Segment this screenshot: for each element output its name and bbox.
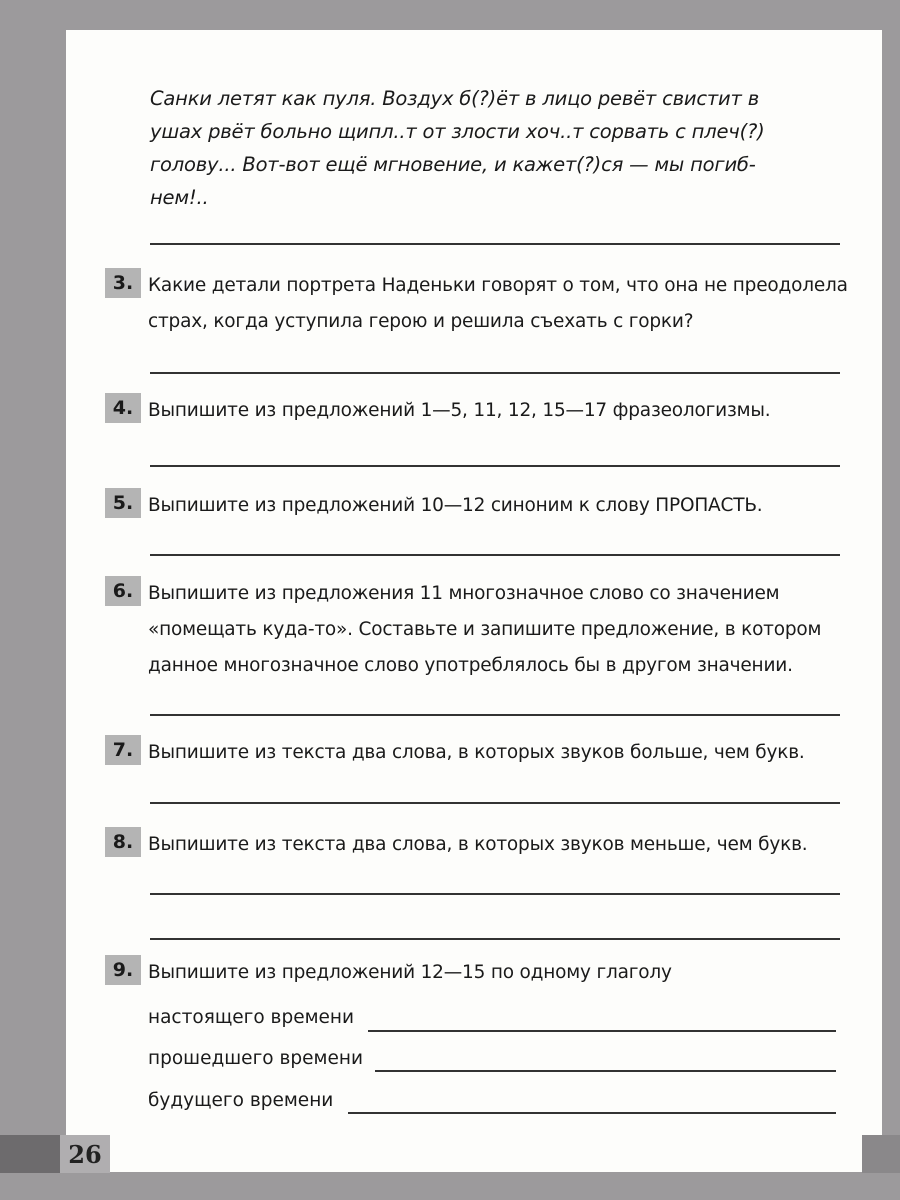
answer-line-present[interactable] — [368, 1030, 836, 1032]
answer-line[interactable] — [150, 802, 840, 804]
question-text: Выпишите из текста два слова, в которых звуков меньше, чем букв. — [148, 834, 808, 855]
question-number: 6. — [105, 576, 141, 606]
answer-line[interactable] — [150, 938, 840, 940]
answer-line[interactable] — [150, 714, 840, 716]
row-label-present: настоящего времени — [148, 1007, 355, 1028]
row-label-future: будущего времени — [148, 1090, 334, 1111]
question-text: Выпишите из предложений 1—5, 11, 12, 15—17 фразеологизмы. — [148, 400, 771, 421]
row-label-past: прошедшего времени — [148, 1048, 363, 1069]
question-text: Выпишите из предложения 11 многозначное слово со значением «помещать куда-то». Составьте и запишите предложение, в котором данное многозначное слово употреблялось бы в другом значении. — [148, 583, 822, 676]
answer-line[interactable] — [150, 893, 840, 895]
question-number: 7. — [105, 735, 141, 765]
page-number: 26 — [60, 1135, 110, 1173]
question-text: Какие детали портрета Наденьки говорят о том, что она не преодолела страх, когда уступила герою и решила съехать с горки? — [148, 275, 848, 332]
answer-line-past[interactable] — [375, 1070, 836, 1072]
question-text: Выпишите из предложений 12—15 по одному глаголу — [148, 962, 672, 983]
answer-line[interactable] — [150, 243, 840, 245]
question-text: Выпишите из текста два слова, в которых звуков больше, чем букв. — [148, 742, 805, 763]
answer-line-future[interactable] — [348, 1112, 836, 1114]
answer-line[interactable] — [150, 465, 840, 467]
question-text: Выпишите из предложений 10—12 синоним к слову ПРОПАСТЬ. — [148, 495, 763, 516]
passage-line: нем!.. — [150, 186, 209, 209]
passage-line: голову... Вот-вот ещё мгновение, и кажет(?)ся — мы погиб- — [150, 153, 756, 176]
question-number: 8. — [105, 827, 141, 857]
passage-line: Санки летят как пуля. Воздух б(?)ёт в лицо ревёт свистит в — [150, 87, 759, 110]
passage-line: ушах рвёт больно щипл..т от злости хоч..т сорвать с плеч(?) — [150, 120, 765, 143]
question-number: 4. — [105, 393, 141, 423]
footer-bar-left — [0, 1135, 60, 1173]
answer-line[interactable] — [150, 554, 840, 556]
question-number: 5. — [105, 488, 141, 518]
answer-line[interactable] — [150, 372, 840, 374]
passage — [150, 82, 850, 214]
question-number: 3. — [105, 268, 141, 298]
footer-bar-right — [862, 1135, 900, 1173]
question-number: 9. — [105, 955, 141, 985]
